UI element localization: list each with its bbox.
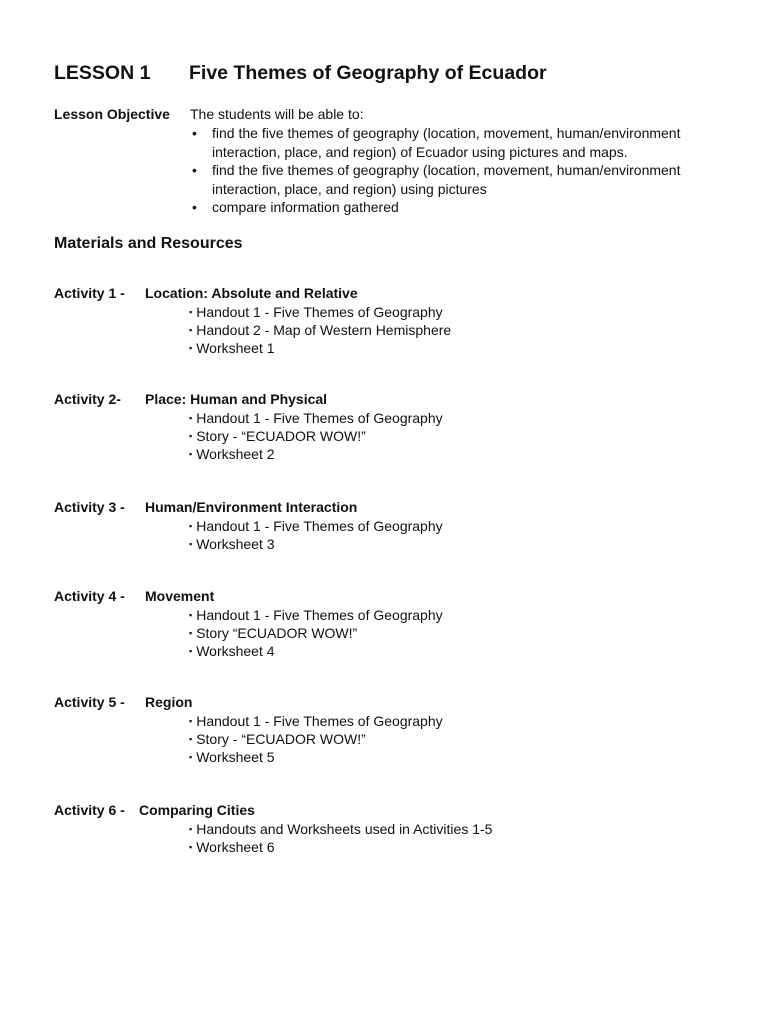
resource-item <box>189 820 492 838</box>
objective-item <box>190 198 750 217</box>
square-bullet-icon: ▪ <box>189 307 193 317</box>
resource-text: Worksheet 2 <box>196 446 275 462</box>
resource-text: Worksheet 1 <box>196 340 275 356</box>
resource-item <box>189 427 443 445</box>
resource-text: Handout 1 - Five Themes of Geography <box>196 713 443 729</box>
objective-item-text: find the five themes of geography (location, movement, human/environment interaction, place, and region) of Ecuador using pictures and maps. <box>212 125 681 160</box>
square-bullet-icon: ▪ <box>189 734 193 744</box>
square-bullet-icon: ▪ <box>189 539 193 549</box>
resource-item <box>189 535 443 553</box>
resource-text: Story - “ECUADOR WOW!” <box>196 731 366 747</box>
resource-item <box>189 409 443 427</box>
objective-intro: The students will be able to: <box>190 106 364 122</box>
resource-item <box>189 517 443 535</box>
resource-text: Handouts and Worksheets used in Activities 1-5 <box>196 821 493 837</box>
activity-number: Activity 1 - <box>54 285 125 301</box>
resource-text: Story - “ECUADOR WOW!” <box>196 428 366 444</box>
activity-heading <box>54 802 492 820</box>
square-bullet-icon: ▪ <box>189 521 193 531</box>
activity-1 <box>54 285 451 357</box>
resource-list <box>189 712 443 766</box>
activity-2 <box>54 391 443 463</box>
resource-item <box>189 838 492 856</box>
resource-list <box>189 409 443 463</box>
objective-item-text: find the five themes of geography (location, movement, human/environment interaction, place, and region) using pictures <box>212 162 681 197</box>
activity-name: Region <box>145 694 193 710</box>
lesson-name: Five Themes of Geography of Ecuador <box>189 62 547 84</box>
activity-name: Place: Human and Physical <box>145 391 328 407</box>
resource-text: Handout 1 - Five Themes of Geography <box>196 518 443 534</box>
square-bullet-icon: ▪ <box>189 610 193 620</box>
resource-text: Worksheet 5 <box>196 749 275 765</box>
square-bullet-icon: ▪ <box>189 752 193 762</box>
activity-heading <box>54 694 443 712</box>
objective-label: Lesson Objective <box>54 106 170 122</box>
resource-list <box>189 517 443 553</box>
activity-heading <box>54 499 443 517</box>
lesson-number: LESSON 1 <box>54 62 151 84</box>
objective-list <box>190 124 750 217</box>
activity-3 <box>54 499 443 553</box>
objective-item-text: compare information gathered <box>212 199 399 215</box>
activity-name: Movement <box>145 588 215 604</box>
objective-item <box>190 124 750 161</box>
activity-6 <box>54 802 492 856</box>
activity-number: Activity 4 - <box>54 588 125 604</box>
resource-list <box>189 606 443 660</box>
square-bullet-icon: ▪ <box>189 824 193 834</box>
resource-item <box>189 321 451 339</box>
resource-list <box>189 820 492 856</box>
square-bullet-icon: ▪ <box>189 431 193 441</box>
resource-text: Worksheet 6 <box>196 839 275 855</box>
activity-heading <box>54 391 443 409</box>
square-bullet-icon: ▪ <box>189 628 193 638</box>
bullet-icon: • <box>192 199 197 215</box>
objective-item <box>190 161 750 198</box>
activity-5 <box>54 694 443 766</box>
activity-heading <box>54 588 443 606</box>
resource-text: Handout 1 - Five Themes of Geography <box>196 304 443 320</box>
resource-item <box>189 339 451 357</box>
resource-text: Worksheet 4 <box>196 643 275 659</box>
bullet-icon: • <box>192 125 197 141</box>
resource-text: Handout 1 - Five Themes of Geography <box>196 607 443 623</box>
lesson-title <box>54 62 547 85</box>
bullet-icon: • <box>192 162 197 178</box>
resource-item <box>189 606 443 624</box>
square-bullet-icon: ▪ <box>189 413 193 423</box>
square-bullet-icon: ▪ <box>189 646 193 656</box>
resource-text: Handout 1 - Five Themes of Geography <box>196 410 443 426</box>
resource-item <box>189 445 443 463</box>
square-bullet-icon: ▪ <box>189 343 193 353</box>
square-bullet-icon: ▪ <box>189 449 193 459</box>
resource-list <box>189 303 451 357</box>
activity-number: Activity 5 - <box>54 694 125 710</box>
square-bullet-icon: ▪ <box>189 716 193 726</box>
resource-item <box>189 624 443 642</box>
activity-number: Activity 2- <box>54 391 121 407</box>
activity-name: Comparing Cities <box>139 802 255 818</box>
square-bullet-icon: ▪ <box>189 842 193 852</box>
activity-number: Activity 6 - <box>54 802 125 818</box>
resource-item <box>189 712 443 730</box>
resource-text: Handout 2 - Map of Western Hemisphere <box>196 322 452 338</box>
resource-item <box>189 748 443 766</box>
activity-name: Human/Environment Interaction <box>145 499 358 515</box>
activity-number: Activity 3 - <box>54 499 125 515</box>
square-bullet-icon: ▪ <box>189 325 193 335</box>
resource-item <box>189 303 451 321</box>
resource-item <box>189 730 443 748</box>
resource-item <box>189 642 443 660</box>
activity-4 <box>54 588 443 660</box>
materials-heading: Materials and Resources <box>54 235 243 252</box>
activity-name: Location: Absolute and Relative <box>145 285 358 301</box>
resource-text: Story “ECUADOR WOW!” <box>196 625 358 641</box>
activity-heading <box>54 285 451 303</box>
resource-text: Worksheet 3 <box>196 536 275 552</box>
